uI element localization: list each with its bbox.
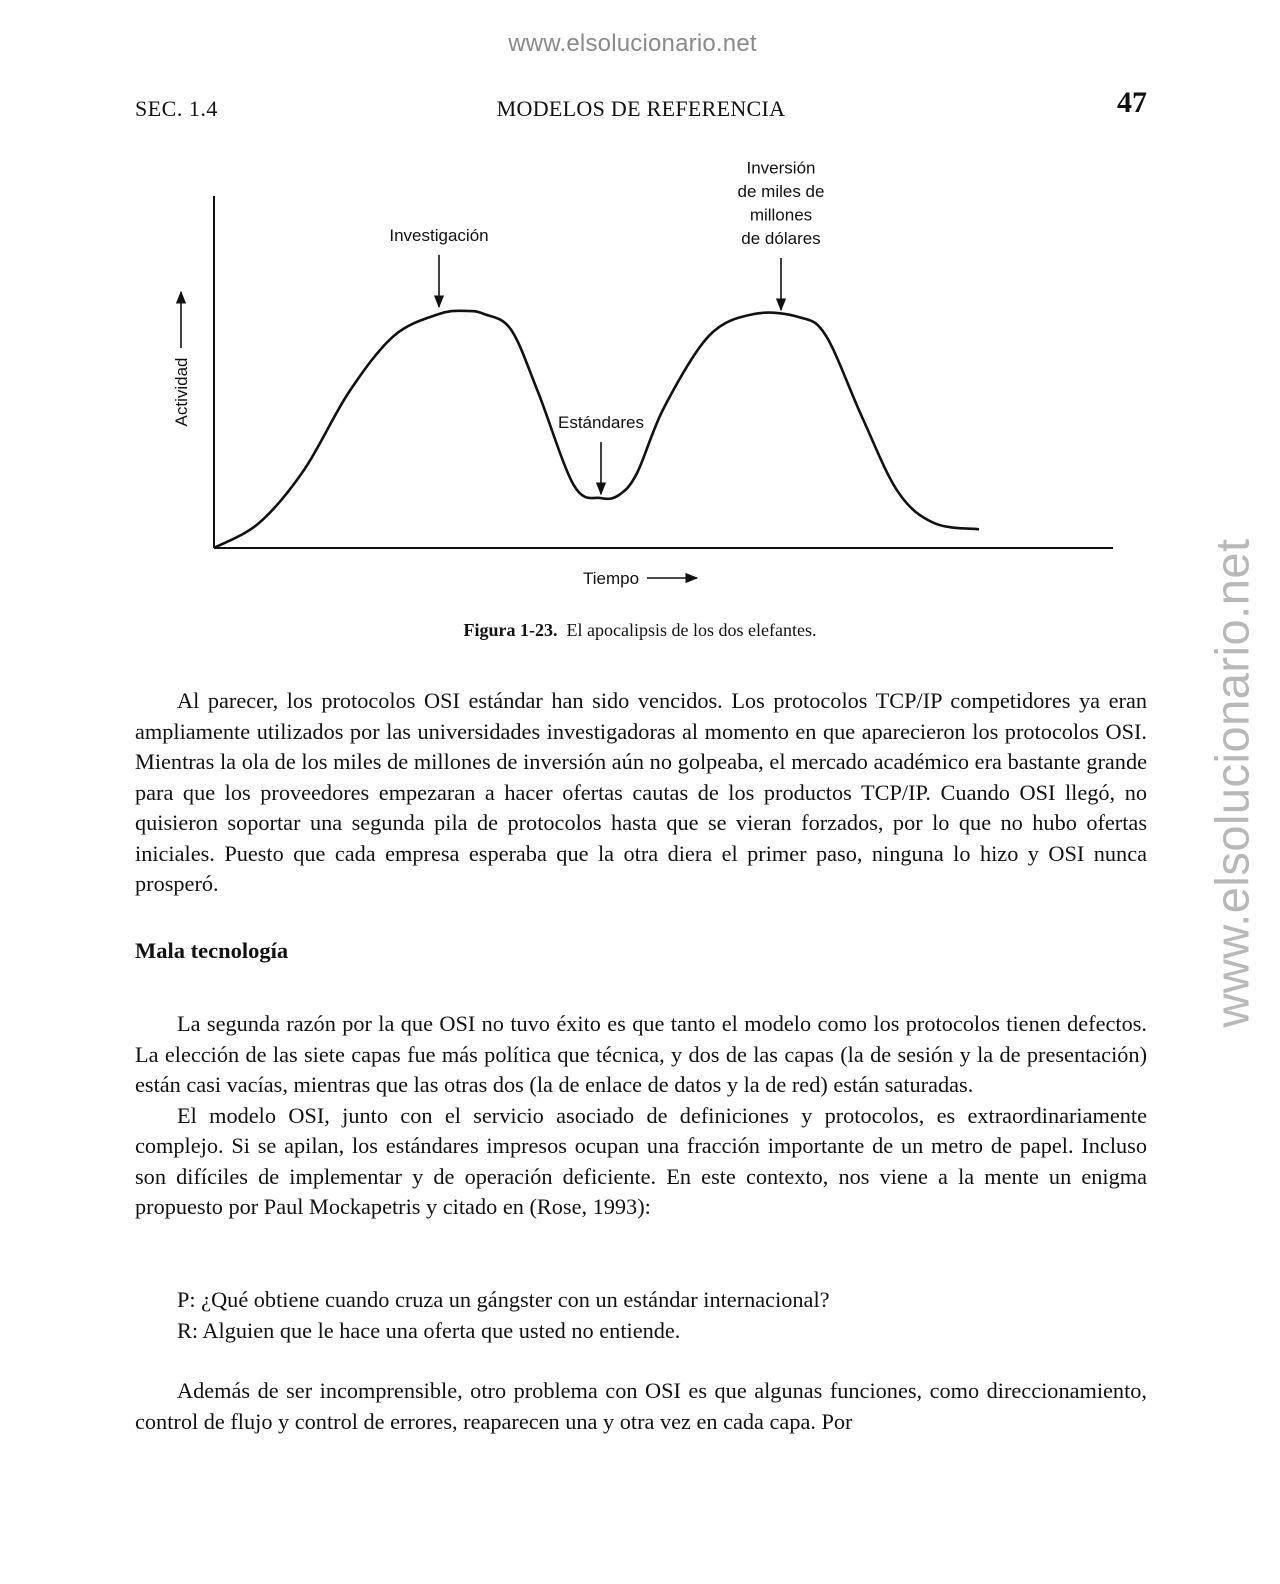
annotation-label: de dólares — [741, 229, 821, 248]
annotation-label: de miles de — [737, 182, 825, 201]
annotation-label: Estándares — [558, 413, 644, 433]
annotation-label: millones — [749, 205, 813, 225]
watermark-top: www.elsolucionario.net — [508, 30, 757, 57]
paragraph: Además de ser incomprensible, otro problema con OSI es que algunas funciones, como direccionamiento, control de flujo y control de errores, reaparecen una y otra vez en cada capa. Por — [135, 1378, 1147, 1434]
riddle-answer: R: Alguien que le hace una oferta que usted no entiende. — [177, 1317, 681, 1343]
figure-caption — [0, 620, 1280, 641]
chapter-title: MODELOS DE REFERENCIA — [496, 96, 786, 121]
section-heading: Mala tecnología — [135, 938, 289, 963]
figure-caption-text: El apocalipsis de los dos elefantes. — [566, 620, 817, 640]
riddle — [177, 1285, 830, 1346]
section-number: SEC. 1.4 — [135, 96, 218, 121]
activity-chart — [130, 140, 1140, 610]
figure-caption-label: Figura 1-23. — [463, 620, 558, 640]
page-number: 47 — [1117, 86, 1147, 119]
y-axis-label: Actividad — [172, 357, 191, 427]
body-intro — [135, 686, 1147, 900]
annotation-label: Investigación — [389, 225, 489, 245]
watermark-side: www.elsolucionario.net — [1205, 538, 1259, 1028]
figure — [130, 140, 1140, 610]
annotations — [389, 159, 824, 495]
paragraph: La segunda razón por la que OSI no tuvo éxito es que tanto el modelo como los protocolos tienen defectos. La elección de las siete capas fue más política que técnica, y dos de las capas (la de sesión y la de presentación) están casi vacías, mientras que las otras dos (la de enlace de datos y la de red) están saturadas. — [135, 1011, 1147, 1097]
x-axis-label: Tiempo — [582, 569, 640, 588]
page-header — [135, 86, 1147, 126]
paragraph: Al parecer, los protocolos OSI estándar han sido vencidos. Los protocolos TCP/IP competidores ya eran ampliamente utilizados por las universidades investigadoras al momento en que aparecieron los protocolos OSI. Mientras la ola de los miles de millones de inversión aún no golpeaba, el mercado académico era bastante grande para que los proveedores empezaran a hacer ofertas cautas de los productos TCP/IP. Cuando OSI llegó, no quisieron soportar una segunda pila de protocolos hasta que se vieran forzados, por lo que no hubo ofertas iniciales. Puesto que cada empresa esperaba que la otra diera el primer paso, ninguna lo hizo y OSI nunca prosperó. — [135, 688, 1147, 896]
body-section — [135, 1009, 1147, 1223]
annotation-label: Inversión — [746, 158, 816, 178]
body-final — [135, 1376, 1147, 1437]
riddle-question: P: ¿Qué obtiene cuando cruza un gángster con un estándar internacional? — [177, 1287, 830, 1312]
paragraph: El modelo OSI, junto con el servicio asociado de definiciones y protocolos, es extraordinariamente complejo. Si se apilan, los estándares impresos ocupan una fracción importante de un metro de papel. Incluso son difíciles de implementar y de operación deficiente. En este contexto, nos viene a la mente un enigma propuesto por Paul Mockapetris y citado en (Rose, 1993): — [135, 1102, 1147, 1219]
